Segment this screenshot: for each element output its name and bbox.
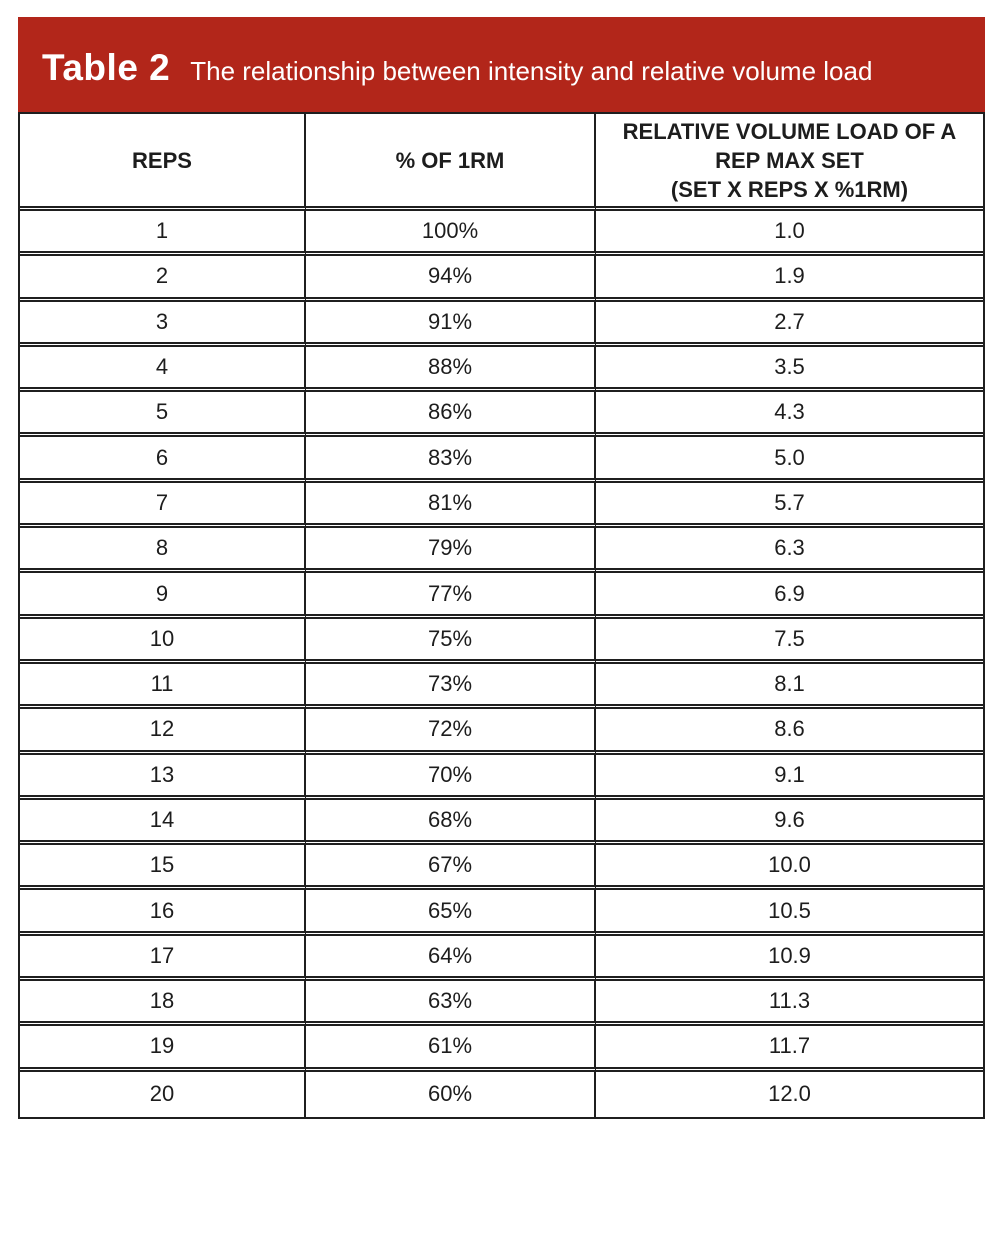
column-header-relative-volume-line3: (SET X REPS X %1RM) — [670, 176, 909, 202]
relative-volume-cell: 5.7 — [596, 483, 983, 528]
table-row — [20, 709, 983, 754]
relative-volume-cell: 9.1 — [596, 755, 983, 800]
table-row — [20, 845, 983, 890]
relative-volume-cell: 8.1 — [596, 664, 983, 709]
pct-of-1rm-cell: 77% — [306, 573, 596, 618]
table-row — [20, 800, 983, 845]
reps-cell: 9 — [20, 573, 306, 618]
table-row — [20, 347, 983, 392]
reps-cell: 14 — [20, 800, 306, 845]
pct-of-1rm-cell: 61% — [306, 1026, 596, 1071]
table-caption: The relationship between intensity and relative volume load — [190, 56, 873, 86]
relative-volume-cell: 6.3 — [596, 528, 983, 573]
pct-of-1rm-cell: 70% — [306, 755, 596, 800]
relative-volume-cell: 2.7 — [596, 302, 983, 347]
table-row — [20, 619, 983, 664]
table-row — [20, 573, 983, 618]
reps-cell: 3 — [20, 302, 306, 347]
table-row — [20, 437, 983, 482]
reps-cell: 15 — [20, 845, 306, 890]
pct-of-1rm-cell: 81% — [306, 483, 596, 528]
table-row — [20, 211, 983, 256]
relative-volume-cell: 1.9 — [596, 256, 983, 301]
relative-volume-cell: 10.0 — [596, 845, 983, 890]
column-header-pct-of-1rm: % OF 1RM — [306, 114, 596, 211]
pct-of-1rm-cell: 73% — [306, 664, 596, 709]
relative-volume-cell: 8.6 — [596, 709, 983, 754]
reps-cell: 6 — [20, 437, 306, 482]
reps-cell: 4 — [20, 347, 306, 392]
table-row — [20, 1026, 983, 1071]
table-row — [20, 528, 983, 573]
reps-cell: 13 — [20, 755, 306, 800]
pct-of-1rm-cell: 65% — [306, 890, 596, 935]
table-figure — [18, 17, 985, 1119]
relative-volume-cell: 6.9 — [596, 573, 983, 618]
table-row — [20, 1072, 983, 1117]
reps-cell: 1 — [20, 211, 306, 256]
pct-of-1rm-cell: 91% — [306, 302, 596, 347]
relative-volume-cell: 4.3 — [596, 392, 983, 437]
relative-volume-cell: 7.5 — [596, 619, 983, 664]
table-title-bar — [18, 17, 985, 112]
relative-volume-cell: 11.3 — [596, 981, 983, 1026]
table-row — [20, 256, 983, 301]
table-row — [20, 890, 983, 935]
pct-of-1rm-cell: 86% — [306, 392, 596, 437]
column-header-relative-volume-line2: REP MAX SET — [715, 147, 864, 173]
pct-of-1rm-cell: 60% — [306, 1072, 596, 1117]
pct-of-1rm-cell: 75% — [306, 619, 596, 664]
reps-cell: 8 — [20, 528, 306, 573]
relative-volume-cell: 12.0 — [596, 1072, 983, 1117]
reps-cell: 10 — [20, 619, 306, 664]
table-row — [20, 302, 983, 347]
relative-volume-cell: 10.5 — [596, 890, 983, 935]
relative-volume-cell: 1.0 — [596, 211, 983, 256]
column-header-relative-volume-line1: RELATIVE VOLUME LOAD OF A — [622, 118, 957, 144]
pct-of-1rm-cell: 68% — [306, 800, 596, 845]
reps-cell: 20 — [20, 1072, 306, 1117]
reps-cell: 5 — [20, 392, 306, 437]
pct-of-1rm-cell: 83% — [306, 437, 596, 482]
relative-volume-cell: 10.9 — [596, 936, 983, 981]
reps-cell: 7 — [20, 483, 306, 528]
table-header-row — [20, 114, 983, 211]
table-row — [20, 755, 983, 800]
reps-cell: 16 — [20, 890, 306, 935]
column-header-relative-volume — [596, 114, 983, 211]
table-row — [20, 981, 983, 1026]
intensity-volume-table — [18, 112, 985, 1119]
table-row — [20, 936, 983, 981]
reps-cell: 12 — [20, 709, 306, 754]
pct-of-1rm-cell: 94% — [306, 256, 596, 301]
pct-of-1rm-cell: 64% — [306, 936, 596, 981]
column-header-reps: REPS — [20, 114, 306, 211]
table-row — [20, 483, 983, 528]
pct-of-1rm-cell: 63% — [306, 981, 596, 1026]
reps-cell: 11 — [20, 664, 306, 709]
relative-volume-cell: 5.0 — [596, 437, 983, 482]
relative-volume-cell: 9.6 — [596, 800, 983, 845]
table-row — [20, 392, 983, 437]
table-body — [20, 211, 983, 1117]
table-number-label: Table 2 — [42, 47, 171, 88]
relative-volume-cell: 3.5 — [596, 347, 983, 392]
reps-cell: 18 — [20, 981, 306, 1026]
pct-of-1rm-cell: 79% — [306, 528, 596, 573]
table-row — [20, 664, 983, 709]
pct-of-1rm-cell: 72% — [306, 709, 596, 754]
reps-cell: 19 — [20, 1026, 306, 1071]
reps-cell: 17 — [20, 936, 306, 981]
relative-volume-cell: 11.7 — [596, 1026, 983, 1071]
pct-of-1rm-cell: 67% — [306, 845, 596, 890]
pct-of-1rm-cell: 88% — [306, 347, 596, 392]
pct-of-1rm-cell: 100% — [306, 211, 596, 256]
reps-cell: 2 — [20, 256, 306, 301]
